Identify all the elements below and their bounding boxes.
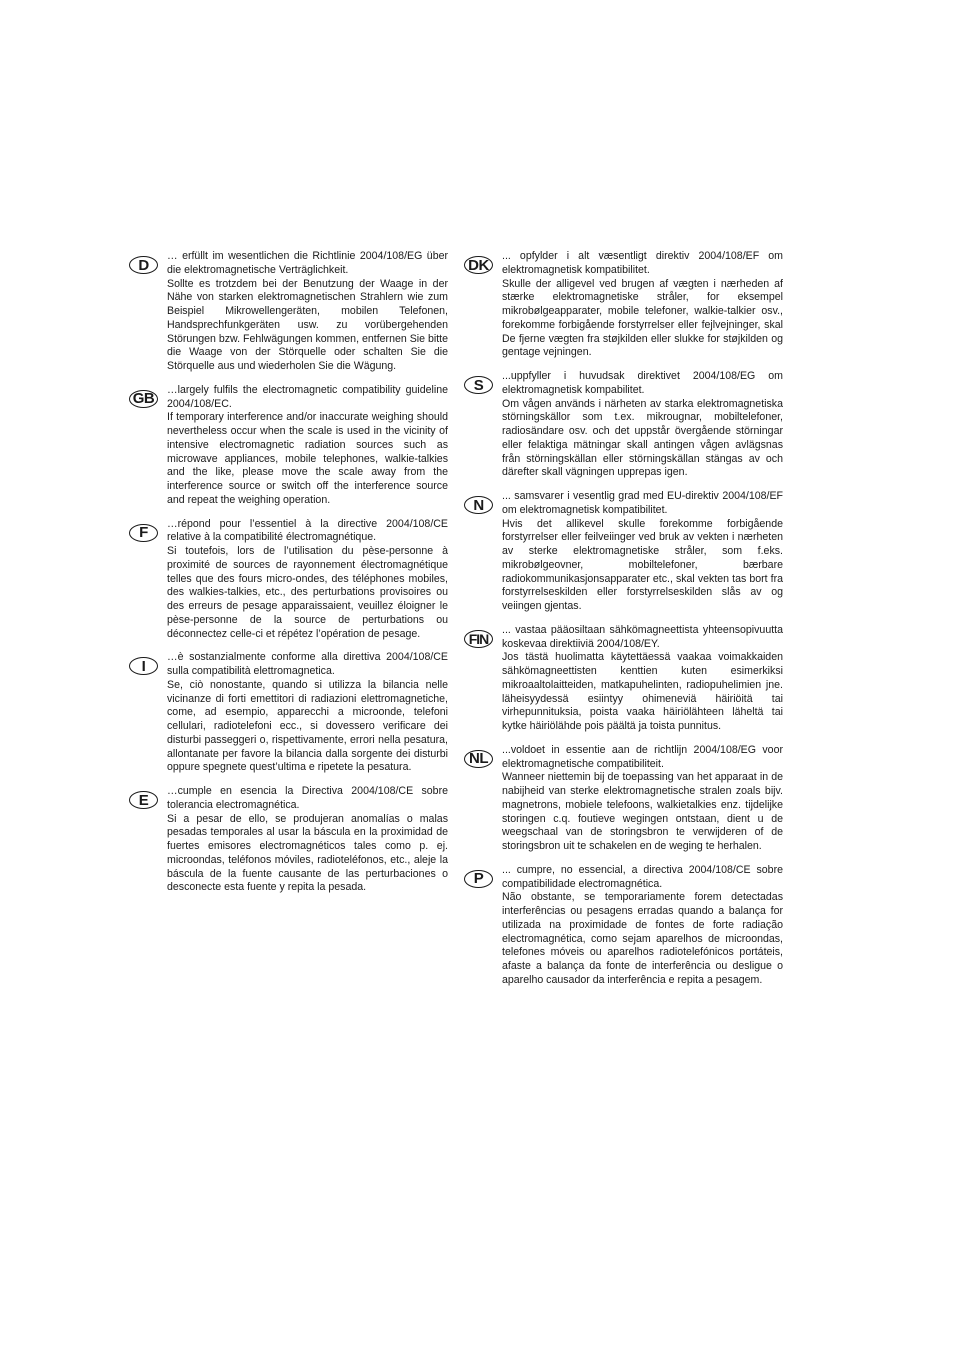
section-fr xyxy=(128,518,448,642)
language-badge-dk: DK xyxy=(464,256,493,274)
section-text xyxy=(167,651,448,775)
section-it xyxy=(128,651,448,775)
right-column xyxy=(463,250,783,998)
section-gb xyxy=(128,384,448,508)
interference-instructions: Não obstante, se temporariamente forem detectadas interferências ou pesagens erradas quando a balança for utilizada na proximidade de fontes de forte radiação electromagnética, como sejam aparelhos de microondas, telefones móveis ou aparelhos radiotelefónicos portáteis, afaste a balança da fonte de interferência ou desligue o aparelho causador da interferência e repita a pesagem. xyxy=(502,891,783,986)
section-es xyxy=(128,785,448,895)
language-badge-fr: F xyxy=(129,524,158,542)
section-no xyxy=(463,490,783,614)
interference-instructions: Hvis det allikevel skulle forekomme forbigående forstyrrelser eller feilveiinger ved bruk av vekten i nærheten av sterke elektromagnetiske stråler, som f.eks. mikrobølgeovner, mobiltelefoner, bærbare radiokommunikasjonsapparater etc., skal vekten tas bort fra forstyrrelseskilden eller forstyrrelseskilden slås av og veiingen gjentas. xyxy=(502,517,783,612)
interference-instructions: Se, ciò nonostante, quando si utilizza la bilancia nelle vicinanze di forti emettitori di radiazioni elettromagnetiche, come, ad esempio, apparecchi a microonde, telefoni cellulari, radiotelefoni ecc., si dovessero verificare dei disturbi passeggeri o, rispettivamente, errori nella pesatura, allontanate per favore la bilancia dalla sorgente dei disturbi oppure spegnete quest’ultima e ripetete la pesatura. xyxy=(167,678,448,774)
section-fi xyxy=(463,624,783,734)
compliance-statement: ...uppfyller i huvudsak direktivet 2004/108/EG om elektromagnetisk kompabilitet. xyxy=(502,370,783,396)
section-dk xyxy=(463,250,783,360)
left-column xyxy=(128,250,448,905)
language-badge-se: S xyxy=(464,376,493,394)
interference-instructions: Skulle der alligevel ved brugen af vægten i nærheden af stærke elektromagnetiske stråler, for eksempel mikrobølgeapparater, mobile telefoner, walkie-talkier osv., forekomme forbigående forstyrrelser eller fejlvejninger, skal De fjerne vægten fra støjkilden eller slukke for støjkilden og gentage vejningen. xyxy=(502,277,783,359)
compliance-statement: ... vastaa pääosiltaan sähkömagneettista yhteensopivuutta koskevaa direktiiviä 2004/108/EY. xyxy=(502,623,783,650)
language-badge-fi: FIN xyxy=(464,630,493,648)
language-badge-de: D xyxy=(129,256,158,274)
section-text xyxy=(502,250,783,360)
interference-instructions: Si toutefois, lors de l’utilisation du pèse-personne à proximité de sources de rayonnement électromagnétique telles que des fours micro-ondes, des téléphones mobiles, des walkies-talkies, etc., des perturbations provisoires ou des erreurs de pesage apparaissaient, veuillez éloigner le pèse-personne de la source de perturbations ou déconnectez celle-ci et répétez l’opération de pesage. xyxy=(167,545,448,640)
section-text xyxy=(167,250,448,374)
compliance-statement: …è sostanzialmente conforme alla direttiva 2004/108/CE sulla compatibilità elettromagnetica. xyxy=(167,651,448,677)
section-text xyxy=(502,744,783,854)
language-badge-gb: GB xyxy=(129,390,158,408)
compliance-statement: …cumple en esencia la Directiva 2004/108/CE sobre tolerancia electromagnética. xyxy=(167,785,448,811)
compliance-statement: …répond pour l’essentiel à la directive 2004/108/CE relative à la compatibilité électromagnétique. xyxy=(167,517,448,544)
section-text xyxy=(502,370,783,480)
interference-instructions: Om vågen används i närheten av starka elektromagnetiska störningskällor som t.ex. mikrougnar, mobiltelefoner, radiosändare osv. och det uppstår övergående störningar eller felaktiga mätningar skall antingen vågen avlägsnas från störningskällan eller störningskällan stängas av och därefter skall vägningen upprepas igen. xyxy=(502,397,783,479)
section-de xyxy=(128,250,448,374)
interference-instructions: Sollte es trotzdem bei der Benutzung der Waage in der Nähe von starken elektromagnetischen Strahlern wie zum Beispiel Mikrowellengeräten, mobilen Telefonen, Handsprechfunkgeräten usw. zu vorübergehenden Störungen bzw. Fehlwägungen kommen, entfernen Sie bitte die Waage von der Störquelle oder schalten Sie die Störquelle aus und wiederholen Sie die Wägung. xyxy=(167,277,448,372)
interference-instructions: Jos tästä huolimatta käytettäessä vaakaa voimakkaiden sähkömagneettisten kenttien kuten esimerkiksi mikroaaltolaitteiden, matkapuhelinten, radiopuhelimien jne. läheisyydessä esiintyy ohimeneviä häiriöitä tai virhepunnituksia, poista vaaka häiriölähteen läheltä tai kytke häiriölähde pois päältä ja toista punnitus. xyxy=(502,651,783,732)
language-badge-it: I xyxy=(129,657,158,675)
compliance-statement: … erfüllt im wesentlichen die Richtlinie 2004/108/EG über die elektromagnetische Verträglichkeit. xyxy=(167,250,448,276)
section-nl xyxy=(463,744,783,854)
section-text xyxy=(502,490,783,614)
compliance-statement: ... opfylder i alt væsentligt direktiv 2004/108/EF om elektromagnetisk kompatibilitet. xyxy=(502,250,783,276)
interference-instructions: If temporary interference and/or inaccurate weighing should nevertheless occur when the scale is used in the vicinity of intensive electromagnetic radiation sources such as microwave appliances, mobile telephones, walkie-talkies and the like, please move the scale away from the interference source or switch off the interference source and repeat the weighing operation. xyxy=(167,411,448,506)
compliance-statement: ...voldoet in essentie aan de richtlijn 2004/108/EG voor elektromagnetische compatibiliteit. xyxy=(502,743,783,770)
section-text xyxy=(167,518,448,642)
language-badge-nl: NL xyxy=(464,750,493,768)
section-se xyxy=(463,370,783,480)
section-text xyxy=(167,384,448,508)
section-text xyxy=(502,864,783,988)
section-text xyxy=(167,785,448,895)
section-text xyxy=(502,624,783,734)
interference-instructions: Si a pesar de ello, se produjeran anomalías o malas pesadas temporales al usar la báscula en la proximidad de fuertes emisores electromagnéticos tales como p. ej. microondas, teléfonos móviles, radioteléfonos, etc., aleje la báscula de la fuente causante de las perturbaciones o desconecte esta fuente y repita la pesada. xyxy=(167,812,448,894)
interference-instructions: Wanneer niettemin bij de toepassing van het apparaat in de nabijheid van sterke elektromagnetische stralen zoals bijv. magnetrons, mobiele telefoons, walkietalkies enz. tijdelijke storingen c.q. foutieve wegingen ontstaan, dient u de weegschaal van de storingsbron te verwijderen of de storingsbron uit te schakelen en de weging te herhalen. xyxy=(502,771,783,852)
language-badge-es: E xyxy=(129,791,158,809)
compliance-statement: …largely fulfils the electromagnetic compatibility guideline 2004/108/EC. xyxy=(167,383,448,410)
language-badge-no: N xyxy=(464,496,493,514)
compliance-statement: ... samsvarer i vesentlig grad med EU-direktiv 2004/108/EF om elektromagnetisk kompatibilitet. xyxy=(502,490,783,516)
compliance-statement: ... cumpre, no essencial, a directiva 2004/108/CE sobre compatibilidade electromagnética. xyxy=(502,863,783,890)
section-pt xyxy=(463,864,783,988)
language-badge-pt: P xyxy=(464,870,493,888)
